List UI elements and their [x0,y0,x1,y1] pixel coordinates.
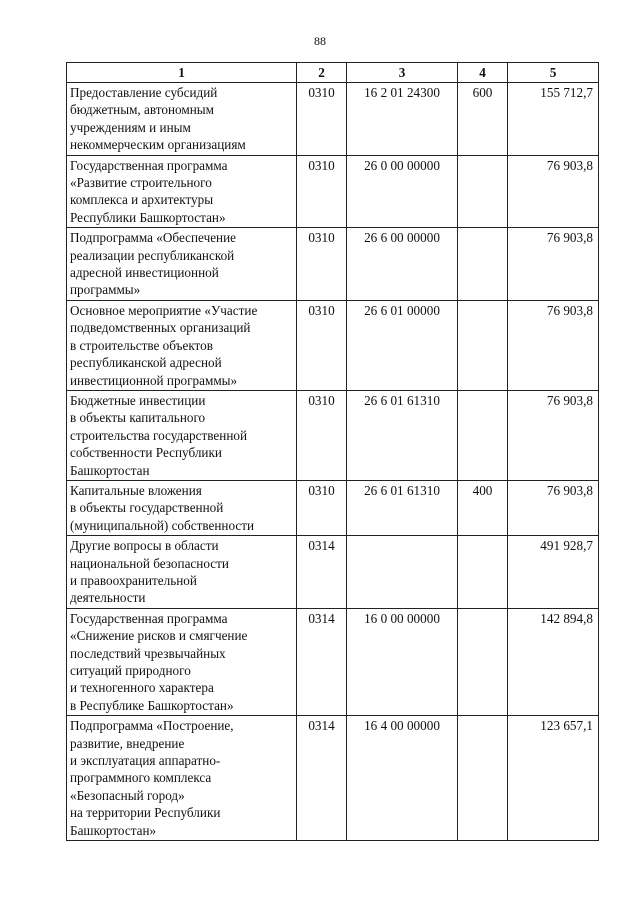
target-code-cell: 26 6 00 00000 [347,228,458,301]
table-row [67,536,599,609]
section-code-cell: 0310 [297,155,347,228]
amount-cell: 76 903,8 [508,155,599,228]
page-number: 88 [314,34,326,48]
table-row [67,390,599,480]
expense-kind-cell: 400 [458,480,508,535]
table-row [67,608,599,715]
expense-kind-cell [458,300,508,390]
budget-table [66,62,599,841]
header-col-3: 3 [347,63,458,83]
item-name-cell: Подпрограмма «Построение, развитие, внедрение и эксплуатация аппаратно- программного комплекса «Безопасный город» на территории Республики Башкортостан» [67,716,297,841]
item-name-cell: Государственная программа «Развитие строительного комплекса и архитектуры Республики Башкортостан» [67,155,297,228]
target-code-cell: 16 4 00 00000 [347,716,458,841]
table-row [67,716,599,841]
target-code-cell: 26 6 01 61310 [347,480,458,535]
target-code-cell: 26 6 01 61310 [347,390,458,480]
expense-kind-cell: 600 [458,83,508,156]
expense-kind-cell [458,536,508,609]
amount-cell: 76 903,8 [508,480,599,535]
amount-cell: 491 928,7 [508,536,599,609]
item-name-cell: Основное мероприятие «Участие подведомственных организаций в строительстве объектов республиканской адресной инвестиционной программы» [67,300,297,390]
expense-kind-cell [458,608,508,715]
section-code-cell: 0310 [297,228,347,301]
section-code-cell: 0310 [297,390,347,480]
table-row [67,228,599,301]
amount-cell: 76 903,8 [508,300,599,390]
header-col-4: 4 [458,63,508,83]
header-col-5: 5 [508,63,599,83]
target-code-cell: 16 2 01 24300 [347,83,458,156]
item-name-cell: Предоставление субсидий бюджетным, автономным учреждениям и иным некоммерческим организациям [67,83,297,156]
target-code-cell: 26 6 01 00000 [347,300,458,390]
amount-cell: 142 894,8 [508,608,599,715]
expense-kind-cell [458,155,508,228]
target-code-cell: 16 0 00 00000 [347,608,458,715]
section-code-cell: 0310 [297,300,347,390]
item-name-cell: Другие вопросы в области национальной безопасности и правоохранительной деятельности [67,536,297,609]
target-code-cell [347,536,458,609]
table-row [67,480,599,535]
expense-kind-cell [458,228,508,301]
section-code-cell: 0310 [297,480,347,535]
amount-cell: 76 903,8 [508,228,599,301]
table-row [67,300,599,390]
amount-cell: 123 657,1 [508,716,599,841]
header-col-1: 1 [67,63,297,83]
expense-kind-cell [458,716,508,841]
section-code-cell: 0314 [297,716,347,841]
table-row [67,155,599,228]
section-code-cell: 0310 [297,83,347,156]
item-name-cell: Капитальные вложения в объекты государственной (муниципальной) собственности [67,480,297,535]
header-row [67,63,599,83]
table-row [67,83,599,156]
target-code-cell: 26 0 00 00000 [347,155,458,228]
expense-kind-cell [458,390,508,480]
item-name-cell: Бюджетные инвестиции в объекты капитального строительства государственной собственности Республики Башкортостан [67,390,297,480]
header-col-2: 2 [297,63,347,83]
section-code-cell: 0314 [297,536,347,609]
section-code-cell: 0314 [297,608,347,715]
amount-cell: 155 712,7 [508,83,599,156]
amount-cell: 76 903,8 [508,390,599,480]
item-name-cell: Государственная программа «Снижение рисков и смягчение последствий чрезвычайных ситуаций природного и техногенного характера в Республике Башкортостан» [67,608,297,715]
item-name-cell: Подпрограмма «Обеспечение реализации республиканской адресной инвестиционной программы» [67,228,297,301]
